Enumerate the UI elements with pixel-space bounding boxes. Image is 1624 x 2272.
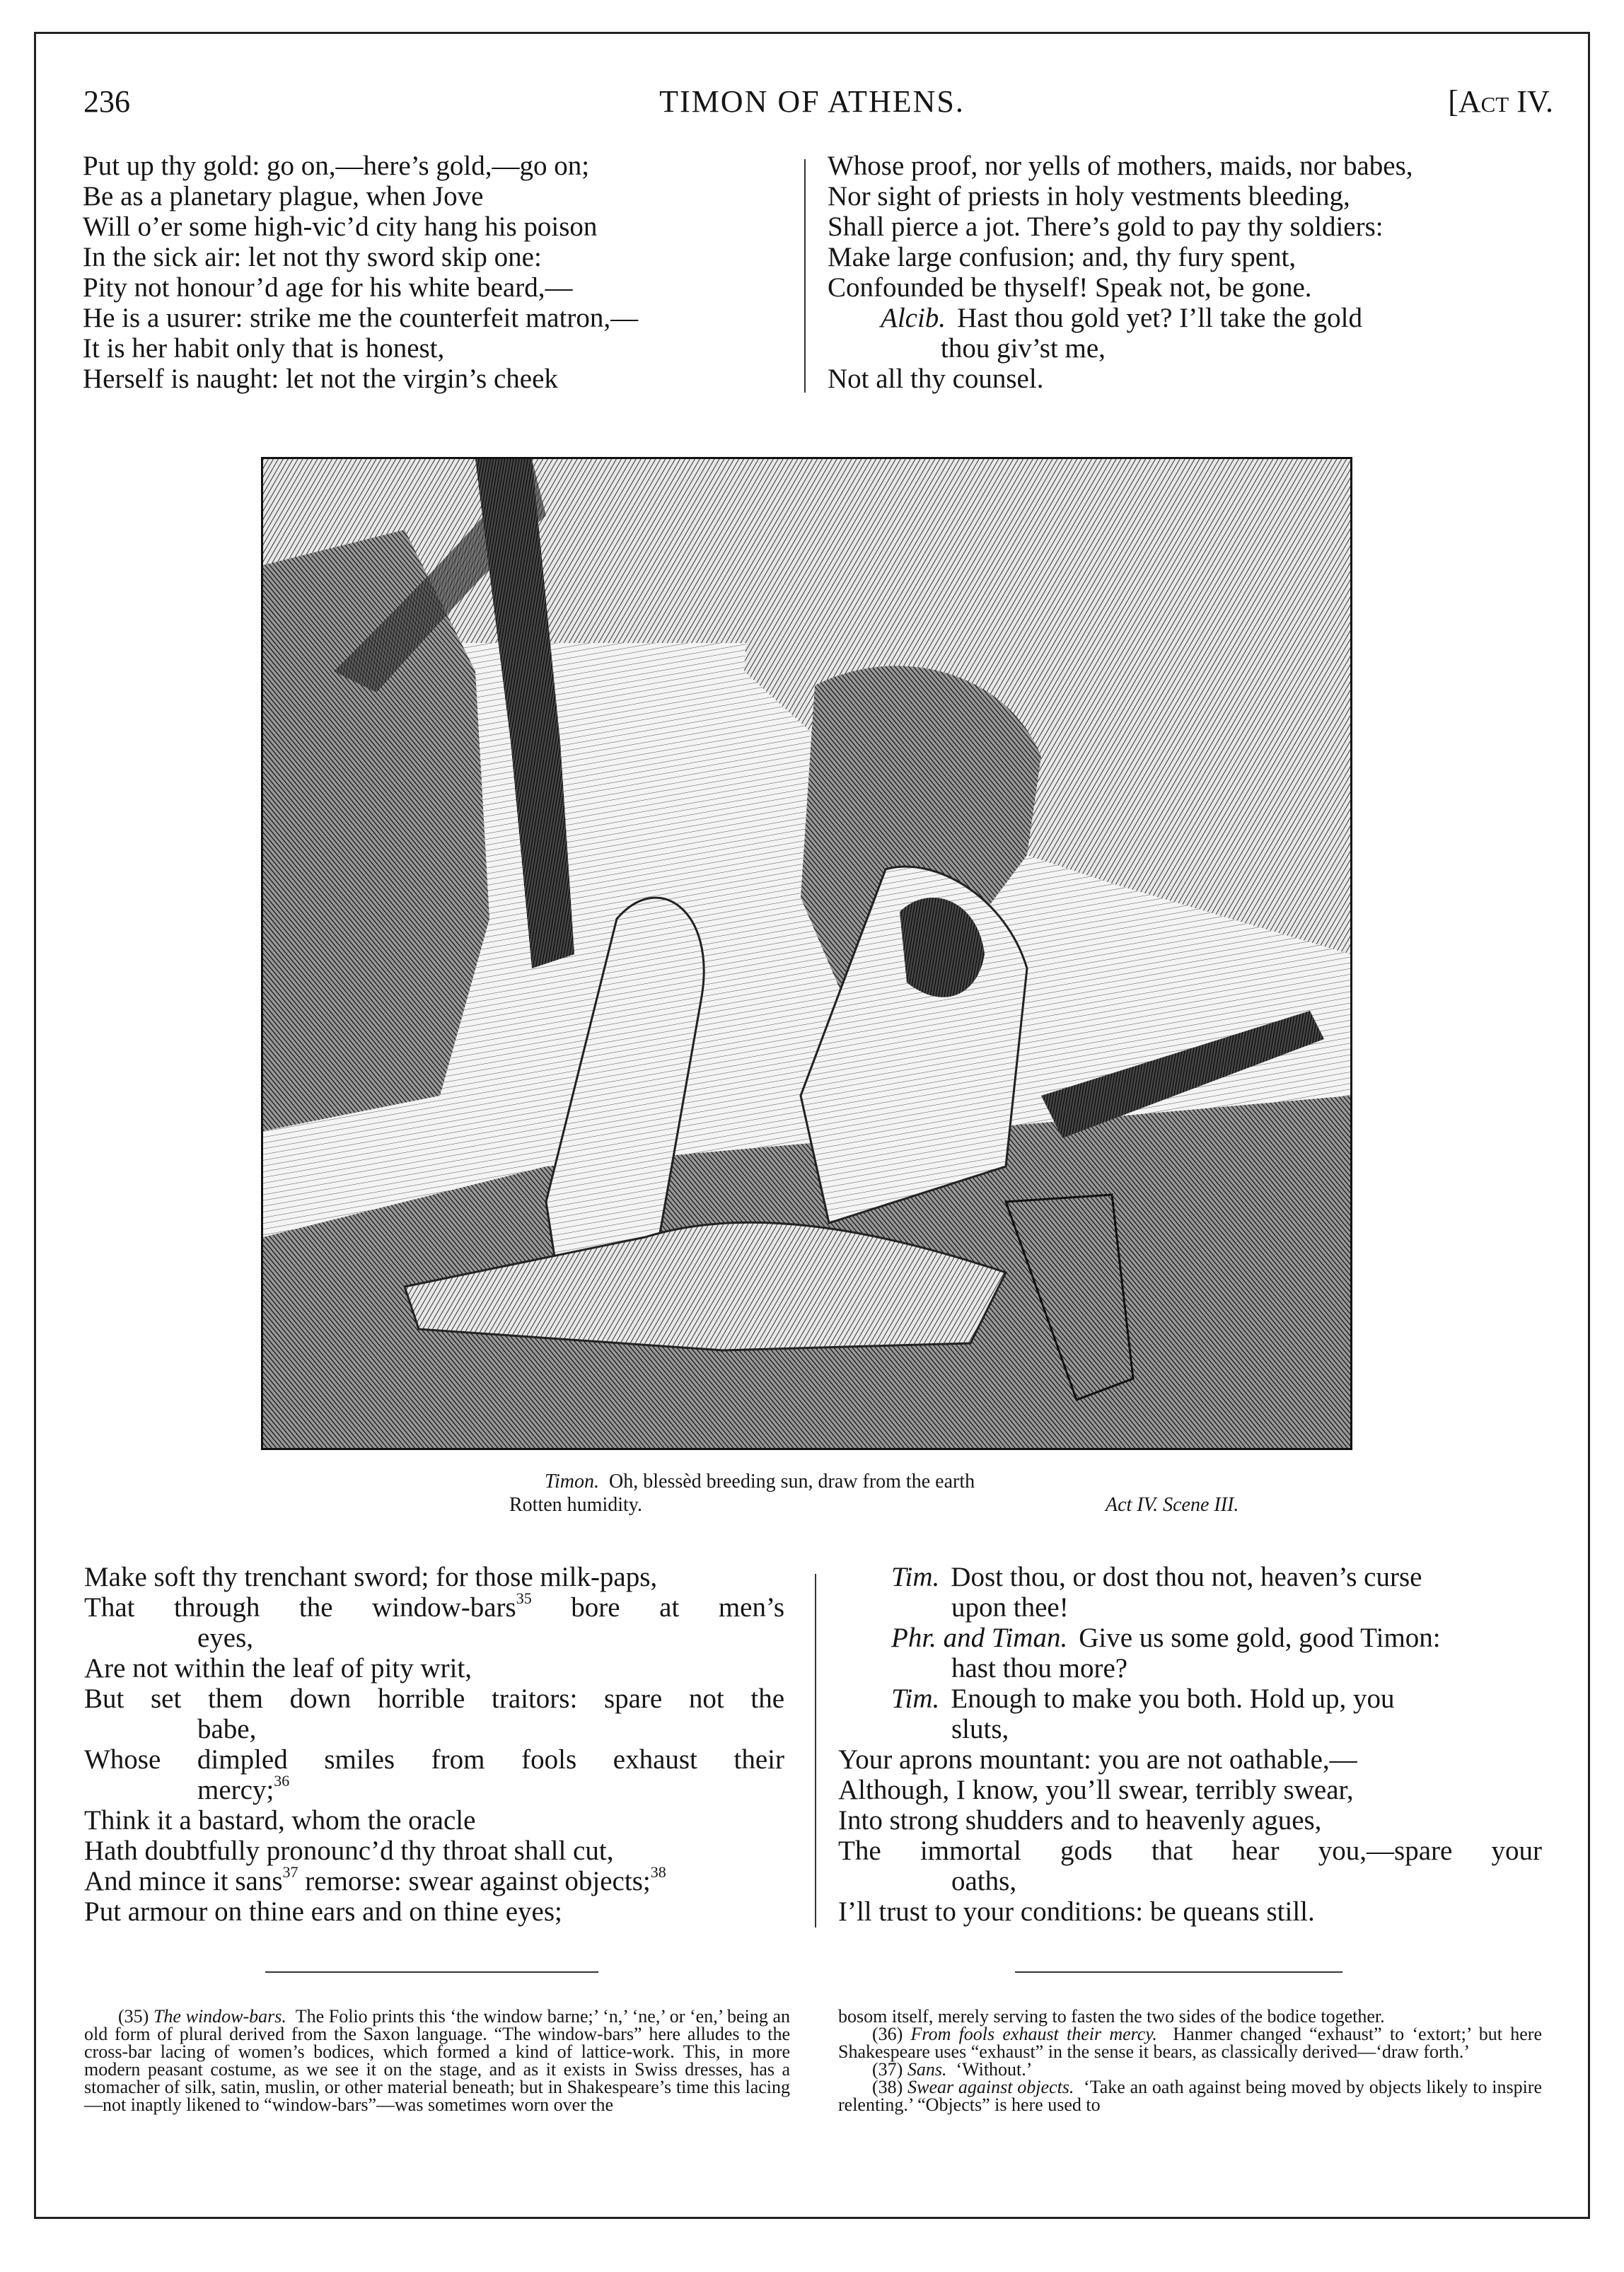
page-number: 236 <box>83 84 130 119</box>
verse-line <box>84 1805 784 1836</box>
verse-text: hast thou more? <box>951 1653 1128 1683</box>
verse-line <box>838 1683 1542 1714</box>
verse-line <box>84 1714 784 1744</box>
verse-line <box>838 1896 1542 1927</box>
verse-line <box>828 364 1535 394</box>
verse-line <box>84 1896 784 1927</box>
verse-line <box>828 272 1535 303</box>
verse-text: mercy; <box>197 1775 274 1805</box>
footnote-ref: 38 <box>650 1863 666 1881</box>
verse-text: remorse: swear against objects; <box>298 1866 651 1896</box>
verse-line <box>83 211 783 242</box>
verse-line <box>84 1623 784 1653</box>
footnote-text: ‘Take an oath against being moved by objects likely to inspire relenting.’ “Objects” is here used to <box>838 2077 1543 2115</box>
verse-line <box>838 1866 1542 1896</box>
verse-line <box>838 1592 1542 1623</box>
verse-line <box>84 1772 784 1805</box>
speaker-name: Tim. <box>891 1562 940 1592</box>
footnote-title: Sans. <box>907 2059 947 2080</box>
caption-line-1: Oh, blessèd breeding sun, draw from the earth <box>609 1471 975 1493</box>
verse-text: oaths, <box>951 1866 1017 1896</box>
verse-text: Confounded be thyself! Speak not, be gone. <box>828 272 1312 303</box>
verse-line <box>83 272 783 303</box>
verse-text: upon thee! <box>951 1592 1069 1623</box>
footnote-38 <box>838 2078 1542 2114</box>
footnote-35-continued: bosom itself, merely serving to fasten the two sides of the bodice together. <box>838 2006 1385 2027</box>
verse-line <box>828 333 1535 364</box>
verse-line <box>83 242 783 272</box>
running-title: TIMON OF ATHENS. <box>659 84 965 119</box>
footnote-ref: 37 <box>282 1863 298 1881</box>
verse-text: sluts, <box>951 1714 1009 1744</box>
verse-line <box>84 1683 784 1714</box>
footnote-title: Swear against objects. <box>907 2077 1074 2097</box>
verse-line <box>84 1863 784 1896</box>
verse-text: The immortal gods that hear you,—spare your <box>838 1836 1542 1866</box>
verse-line <box>83 333 783 364</box>
footnote-number: (37) <box>872 2059 903 2080</box>
verse-text: It is her habit only that is honest, <box>83 333 445 364</box>
verse-line <box>838 1836 1542 1866</box>
verse-text: babe, <box>197 1714 257 1744</box>
verse-line <box>838 1562 1542 1592</box>
verse-text: Whose dimpled smiles from fools exhaust their <box>84 1744 784 1775</box>
verse-text: bore at men’s <box>531 1592 784 1623</box>
footnote-text: Hanmer changed “exhaust” to ‘extort;’ but here Shakespeare uses “exhaust” in the sense it bears, as classically derived—‘draw forth.’ <box>838 2024 1542 2062</box>
verse-line <box>84 1589 784 1623</box>
footnote-title: From fools exhaust their mercy. <box>910 2024 1157 2044</box>
verse-line <box>84 1744 784 1775</box>
footnote-number: (35) <box>118 2006 149 2027</box>
verse-line <box>838 1623 1542 1653</box>
speaker-name: Phr. and Timan. <box>891 1623 1068 1653</box>
running-act: [Act IV. <box>1448 84 1553 119</box>
verse-text: Although, I know, you’ll swear, terribly swear, <box>838 1775 1354 1805</box>
caption-speaker: Timon. <box>545 1471 600 1493</box>
verse-text: thou giv’st me, <box>941 333 1106 364</box>
column-divider <box>815 1574 816 1928</box>
verse-text: But set them down horrible traitors: spare not the <box>84 1683 784 1714</box>
verse-text: Are not within the leaf of pity writ, <box>84 1653 472 1683</box>
verse-text: Put armour on thine ears and on thine eyes; <box>84 1896 562 1927</box>
verse-top-left <box>83 151 783 394</box>
verse-line <box>84 1653 784 1683</box>
verse-line <box>838 1805 1542 1836</box>
verse-text: Not all thy counsel. <box>828 364 1044 394</box>
footnote-text: The Folio prints this ‘the window barne;’ ‘n,’ ‘ne,’ or ‘en,’ being an old form of plural derived from the Saxon language. “The window-bars” here alludes to the cross-bar lacing of women’s bodices, which formed a kind of lattice-work. This, in more modern peasant costume, as we see it on the stage, and as it exists in Swiss dresses, has a stomacher of silk, satin, muslin, or other material beneath; but in Shakespeare’s time this lacing—not inaptly likened to “window-bars”—was sometimes worn over the <box>84 2006 790 2115</box>
verse-text: Nor sight of priests in holy vestments bleeding, <box>828 181 1350 211</box>
verse-top-right <box>828 151 1535 394</box>
verse-text: I’ll trust to your conditions: be queans still. <box>838 1896 1315 1927</box>
caption-line-2: Rotten humidity. <box>509 1494 642 1516</box>
footnotes-left <box>84 2007 790 2114</box>
footnote-rule-left <box>265 1971 598 1973</box>
footnote-title: The window-bars. <box>153 2006 286 2027</box>
footnote-35 <box>84 2007 790 2114</box>
verse-text: Make large confusion; and, thy fury spent, <box>828 242 1297 272</box>
verse-line <box>83 181 783 211</box>
verse-text: Whose proof, nor yells of mothers, maids, nor babes, <box>828 151 1413 181</box>
verse-line <box>828 242 1535 272</box>
footnotes-right <box>838 2007 1542 2114</box>
verse-text: Dost thou, or dost thou not, heaven’s curse <box>951 1562 1422 1592</box>
verse-text: In the sick air: let not thy sword skip one: <box>83 242 542 272</box>
verse-text: Be as a planetary plague, when Jove <box>83 181 484 211</box>
verse-text: Enough to make you both. Hold up, you <box>951 1683 1395 1714</box>
verse-text: Give us some gold, good Timon: <box>1079 1623 1441 1653</box>
column-divider <box>804 159 806 393</box>
speaker-name: Alcib. <box>881 303 946 333</box>
footnote-rule-right <box>1015 1971 1342 1973</box>
verse-text: Pity not honour’d age for his white beard,— <box>83 272 573 303</box>
verse-line <box>838 1714 1542 1744</box>
verse-text: Think it a bastard, whom the oracle <box>84 1805 476 1836</box>
verse-text: Shall pierce a jot. There’s gold to pay thy soldiers: <box>828 211 1384 242</box>
verse-line <box>838 1653 1542 1683</box>
caption-act-scene: Act IV. Scene III. <box>1106 1494 1239 1516</box>
verse-text: Will o’er some high-vic’d city hang his poison <box>83 211 598 242</box>
verse-text: Hath doubtfully pronounc’d thy throat shall cut, <box>84 1836 614 1866</box>
footnote-number: (36) <box>872 2024 903 2044</box>
verse-line <box>838 1744 1542 1775</box>
verse-line <box>84 1562 784 1592</box>
verse-text: eyes, <box>197 1623 254 1653</box>
verse-text: That through the window-bars <box>84 1592 516 1623</box>
verse-bottom-left <box>84 1562 784 1927</box>
verse-line <box>838 1775 1542 1805</box>
verse-text: Make soft thy trenchant sword; for those milk-paps, <box>84 1562 658 1592</box>
speaker-name: Tim. <box>891 1683 940 1714</box>
verse-line <box>828 303 1535 333</box>
verse-line <box>83 151 783 181</box>
footnote-36 <box>838 2025 1542 2061</box>
verse-text: He is a usurer: strike me the counterfeit matron,— <box>83 303 639 333</box>
timon-engraving-image <box>263 459 1350 1448</box>
verse-text: Into strong shudders and to heavenly agues, <box>838 1805 1322 1836</box>
footnote-ref: 36 <box>274 1772 290 1790</box>
footnote-number: (38) <box>872 2077 903 2097</box>
verse-line <box>828 181 1535 211</box>
verse-line <box>83 303 783 333</box>
verse-line <box>828 211 1535 242</box>
illustration-caption <box>545 1470 975 1493</box>
footnote-37 <box>838 2061 1542 2078</box>
verse-text: Hast thou gold yet? I’ll take the gold <box>957 303 1363 333</box>
verse-line <box>83 364 783 394</box>
verse-text: Herself is naught: let not the virgin’s cheek <box>83 364 558 394</box>
illustration-engraving <box>261 457 1352 1450</box>
verse-text: And mince it sans <box>84 1866 283 1896</box>
verse-text: Your aprons mountant: you are not oathable,— <box>838 1744 1357 1775</box>
verse-bottom-right <box>838 1562 1542 1927</box>
footnote-text: ‘Without.’ <box>956 2059 1033 2080</box>
verse-line <box>828 151 1535 181</box>
footnote-ref: 35 <box>516 1589 532 1607</box>
verse-line <box>84 1836 784 1866</box>
caption-reference <box>1106 1493 1239 1517</box>
verse-text: Put up thy gold: go on,—here’s gold,—go on; <box>83 151 590 181</box>
